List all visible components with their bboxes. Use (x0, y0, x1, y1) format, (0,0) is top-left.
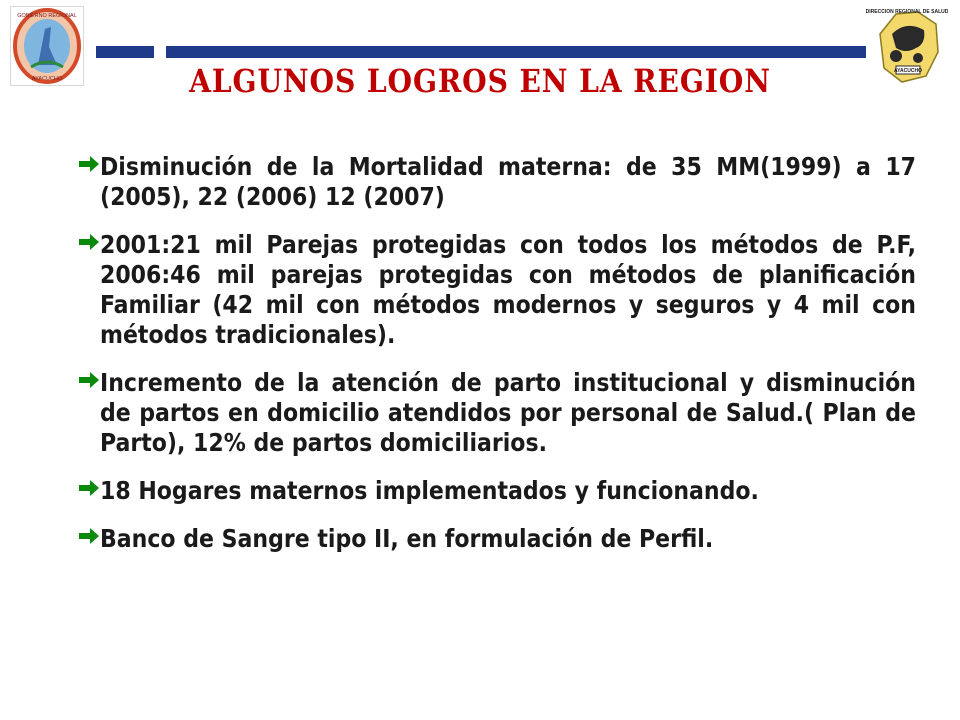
bullet-text: 2001:21 mil Parejas protegidas con todos los métodos de P.F, 2006:46 mil parejas protegidas con métodos de planificación Familiar (42 mil con métodos modernos y seguros y 4 mil con métodos tradicionales). (100, 230, 916, 349)
left-logo-text-bottom: AYACUCHO (31, 76, 63, 82)
bullet-text: Disminución de la Mortalidad materna: de 35 MM(1999) a 17 (2005), 22 (2006) 12 (2007) (100, 152, 916, 211)
list-item (78, 152, 916, 212)
arrow-right-icon (78, 370, 100, 390)
arrow-right-icon (78, 232, 100, 252)
right-logo-text-top: DIRECCION REGIONAL DE SALUD (866, 9, 948, 15)
header-bar-short (96, 46, 154, 58)
list-item (78, 230, 916, 350)
right-logo-text-bottom: AYACUCHO (894, 68, 922, 74)
page-title: ALGUNOS LOGROS EN LA REGION (189, 62, 771, 100)
arrow-right-icon (78, 478, 100, 498)
list-item (78, 368, 916, 458)
arrow-right-icon (78, 526, 100, 546)
bullet-text: 18 Hogares maternos implementados y funcionando. (100, 476, 759, 505)
list-item (78, 524, 916, 554)
header-bar-long (166, 46, 866, 58)
arrow-right-icon (78, 154, 100, 174)
left-logo-text-top: GOBIERNO REGIONAL (17, 13, 77, 19)
bullet-text: Incremento de la atención de parto institucional y disminución de partos en domicilio atendidos por personal de Salud.( Plan de Parto), 12% de partos domiciliarios. (100, 368, 916, 457)
achievements-list (78, 152, 916, 572)
list-item (78, 476, 916, 506)
bullet-text: Banco de Sangre tipo II, en formulación de Perfil. (100, 524, 714, 553)
